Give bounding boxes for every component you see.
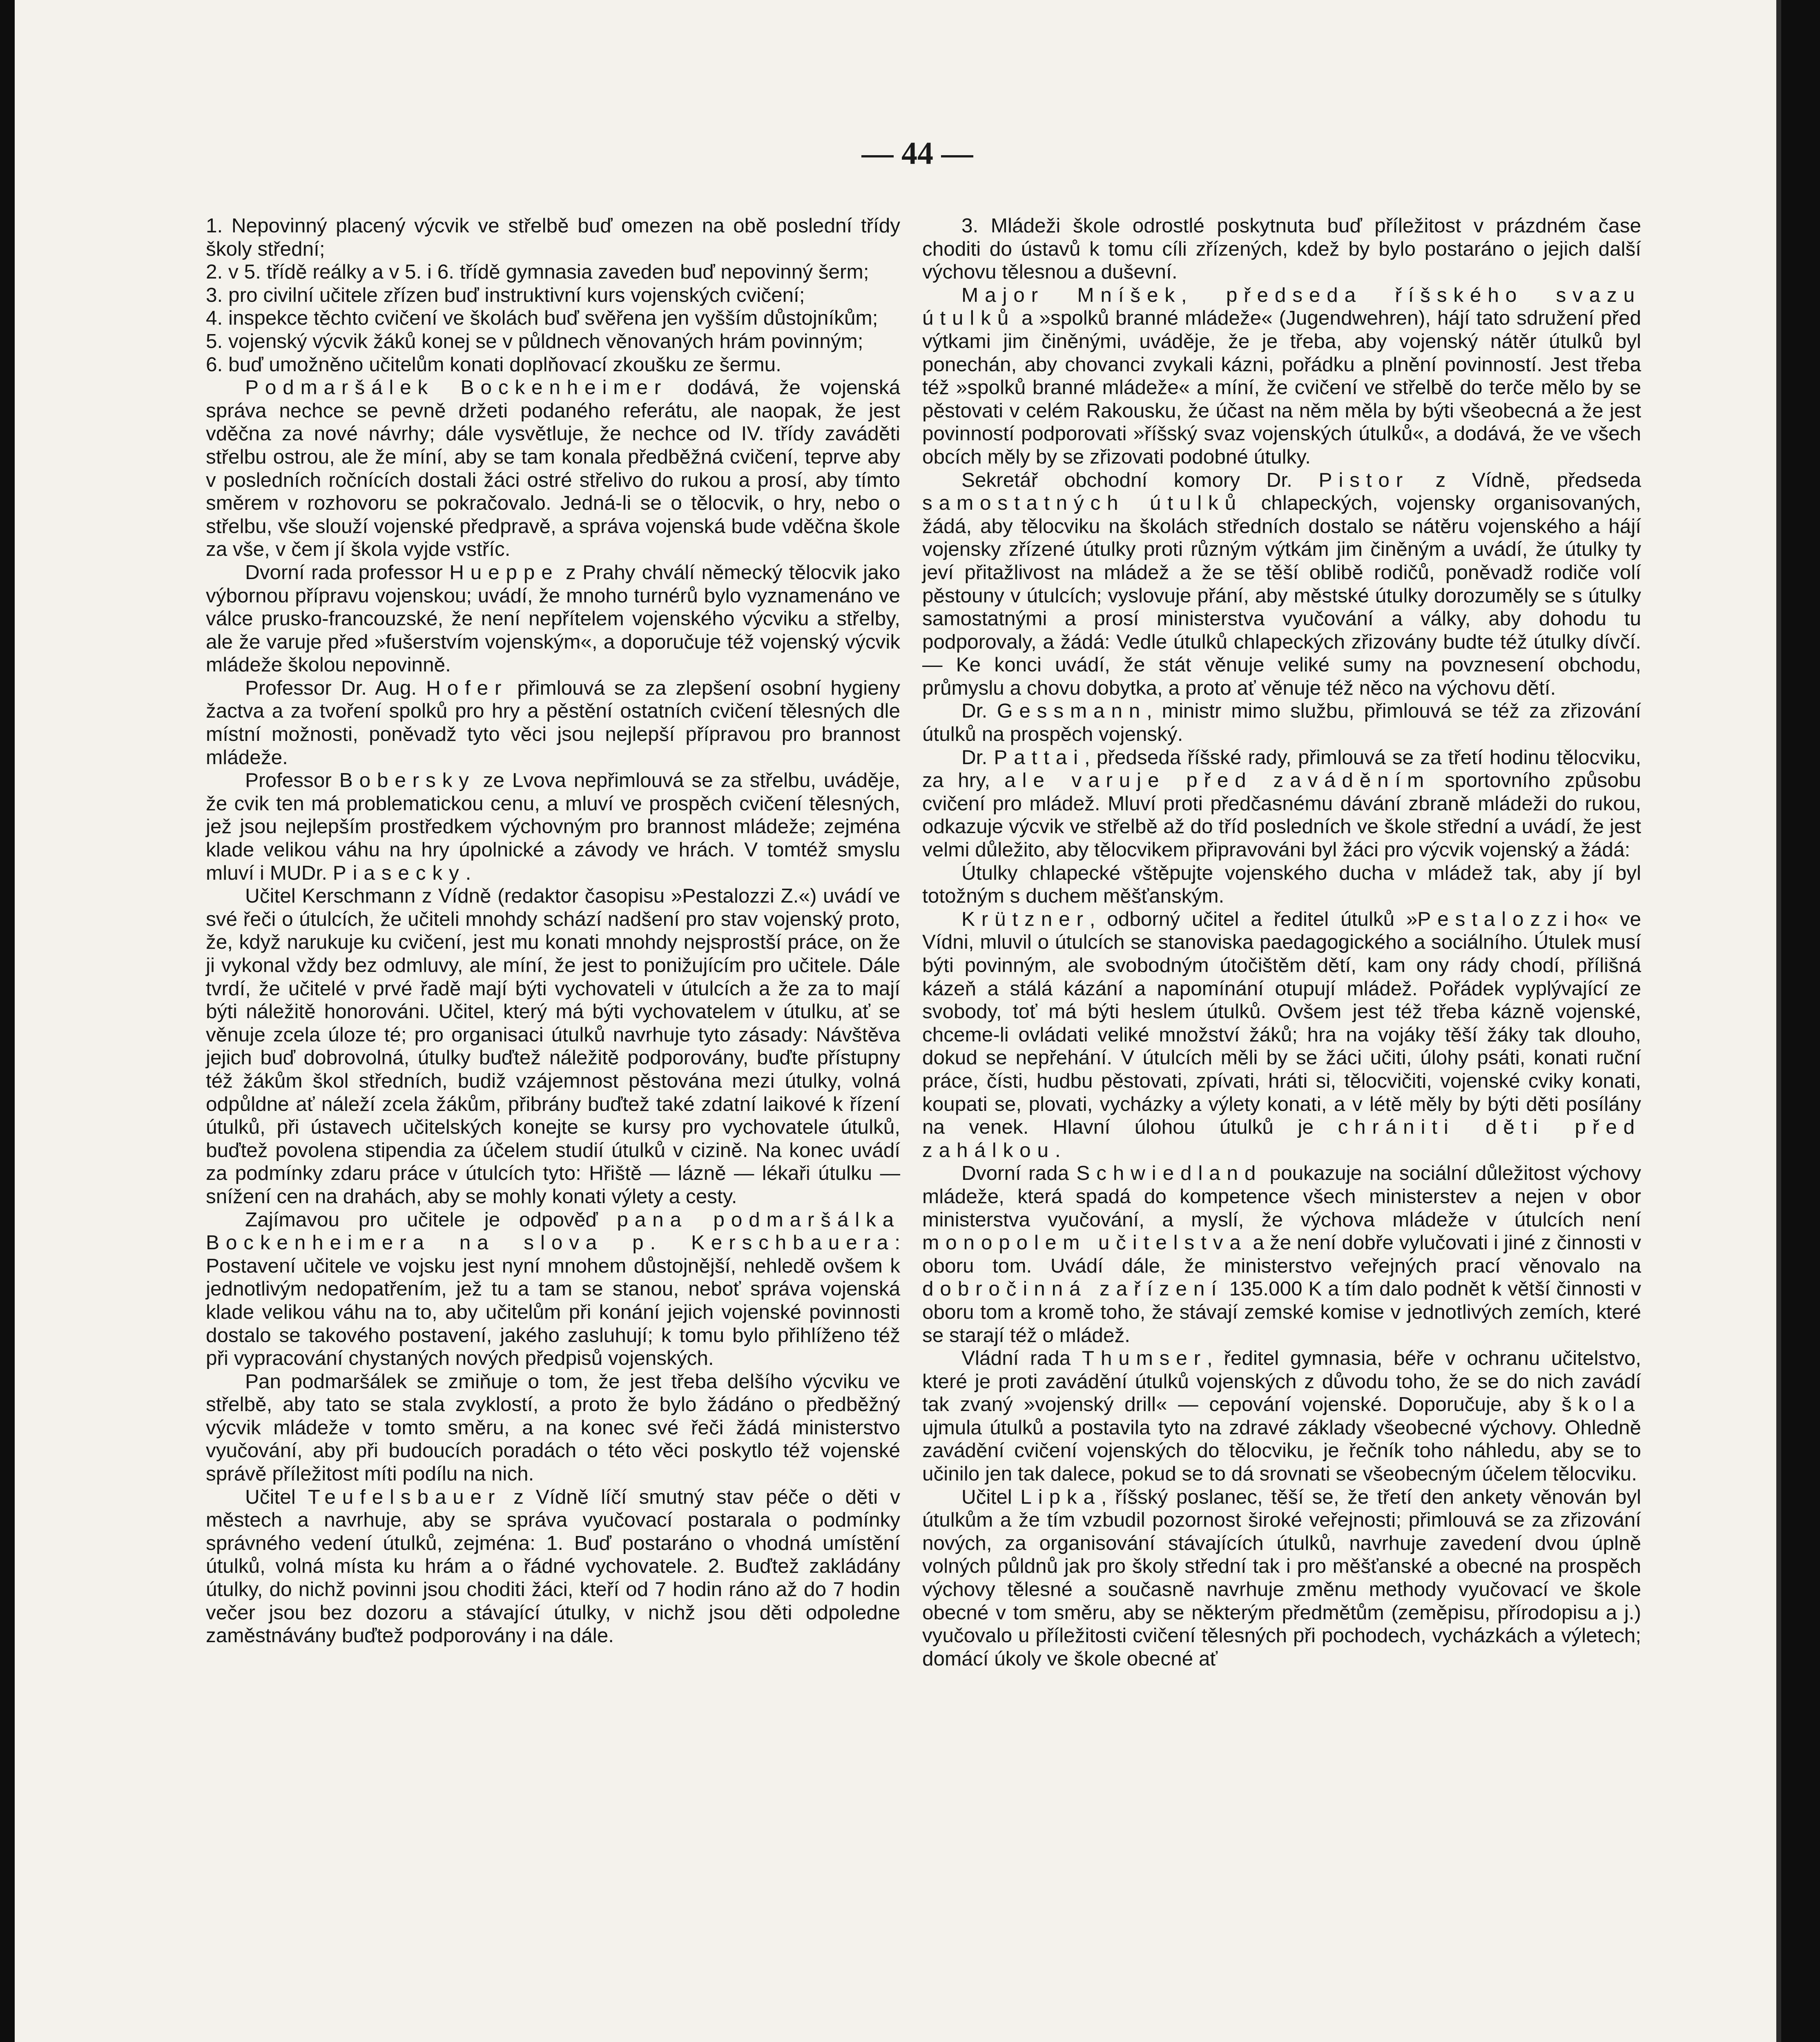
paragraph: Dvorní rada Schwiedland poukazuje na sociální důležitost výchovy mládeže, která spadá do kompetence všech ministerstev a nejen v obor ministerstva vyučování, a myslí, že výchova mládeže v útulcích není monopolem učitelstva a že není dobře vylučovati i jiné z činnosti v oboru tom. Uvádí dále, že ministerstvo veřejných prací věnovalo na dobročinná zařízení 135.000 K a tím dalo podnět k větší činnosti v oboru tom a kromě toho, že stávají zemské komise v jednotlivých zemích, které se starají též o mládež.: [922, 1162, 1642, 1346]
paragraph: Major Mníšek, předseda říšského svazu útulků a »spolků branné mládeže« (Jugendwehren), hájí tato sdružení před výtkami jim činěnými, uváděje, že je třeba, aby vojenský nátěr útulků byl ponechán, aby chovanci zvykali kázni, pořádku a plnění povinností. Jest třeba též »spolků branné mládeže« a míní, že cvičení ve střelbě do terče mělo by se pěstovati v celém Rakousku, že účast na něm měla by býti všeobecná a že jest povinností podporovati »říšský svaz vojenských útulků«, a dodává, že ve všech obcích měly by se zřizovati podobné útulky.: [922, 283, 1641, 468]
paragraph: 2. v 5. třídě reálky a v 5. i 6. třídě gymnasia zaveden buď nepovinný šerm;: [206, 261, 869, 283]
paragraph: 1. Nepovinný placený výcvik ve střelbě buď omezen na obě poslední třídy školy střední;: [206, 214, 900, 260]
paragraph: Sekretář obchodní komory Dr. Pistor z Vídně, předseda samostatných útulků chlapeckých, vojensky organisovaných, žádá, aby tělocviku na školách středních dostalo se nátěru vojenského a hájí vojensky zřízené útulky proti různým výtkám jim činěným a uvádí, že útulky ty jeví přitažlivost na mládež a že se těší oblibě rodičů, poněvadž rodiče volí pěstouny v útulcích; vyslovuje přání, aby městské útulky dorozuměly se s útulky samostatnými a prosí ministerstva vyučování a války, aby dohodu tu podporovaly, a žádá: Vedle útulků chlapeckých zřizovány budte též útulky dívčí. — Ke konci uvádí, že stát věnuje veliké sumy na povznesení obchodu, průmyslu a chovu dobytka, a proto ať věnuje též něco na výchovu dětí.: [922, 468, 1642, 699]
paragraph: Dr. Pattai, předseda říšské rady, přimlouvá se za třetí hodinu tělocviku, za hry, ale varuje před zaváděním sportovního způsobu cvičení pro mládež. Mluví proti předčasnému dávání zbraně mládeži do rukou, odkazuje výcvik ve střelbě až do tříd posledních ve škole střední a uvádí, že jest velmi důležito, aby tělocvikem připravováni byl žáci pro výcvik vojenský a žádá:: [922, 746, 1641, 861]
paragraph: Professor Dr. Aug. Hofer přimlouvá se za zlepšení osobní hygieny žactva a za tvoření spolků pro hry a pěstění ostatních cvičení tělesných dle místní možnosti, poněvadž tyto věci jsou nejlepší přípravou pro brannost mládeže.: [206, 676, 900, 769]
paragraph: 4. inspekce těchto cvičení ve školách buď svěřena jen vyšším důstojníkům;: [206, 307, 878, 330]
right-column: [922, 214, 1641, 1670]
paragraph: Učitel Lipka, říšský poslanec, těší se, že třetí den ankety věnován byl útulkům a že tím vzbudil pozornost široké veřejnosti; přimlouvá se za zřizování nových, za organisování stávajících útulků, navrhuje zavedení dvou úplně volných půldnů jak pro školy střední tak i pro měšťanské a obecné na prospěch výchovy tělesné a současně navrhuje změnu methody vyučovací ve škole obecné v tom směru, aby se některým předmětům (zeměpisu, přírodopisu a j.) vyučovalo u příležitosti cvičení tělesných při pochodech, vycházkách a výletech; domácí úkoly ve škole obecné ať: [922, 1485, 1641, 1670]
left-column: [206, 214, 900, 1647]
scan-edge: [1776, 0, 1781, 2042]
paragraph: Útulky chlapecké vštěpujte vojenského ducha v mládež tak, aby jí byl totožným s duchem měšťanským.: [922, 861, 1641, 907]
paragraph: 6. buď umožněno učitelům konati doplňovací zkoušku ze šermu.: [206, 353, 781, 376]
page: [15, 0, 1781, 2042]
paragraph: Pan podmaršálek se zmiňuje o tom, že jest třeba delšího výcviku ve střelbě, aby tato se stala zvyklostí, a proto že bylo žádáno o předběžný výcvik mládeže v tomto směru, a na konec své řeči žádá ministerstvo vyučování, aby při budoucích poradách o této věci poskytlo též vojenské správě příležitost míti podílu na nich.: [206, 1370, 900, 1485]
paragraph: 3. Mládeži škole odrostlé poskytnuta buď příležitost v prázdném čase choditi do ústavů k tomu cíli zřízených, kdež by bylo postaráno o jejich další výchovu tělesnou a duševní.: [922, 214, 1641, 283]
paragraph: Učitel Teufelsbauer z Vídně líčí smutný stav péče o děti v městech a navrhuje, aby se správa vyučovací postarala o podmínky správného vedení útulků, zejména: 1. Buď postaráno o vhodná umístění útulků, volná místa ku hrám a o řádné vychovatele. 2. Buďtež zakládány útulky, do nichž povinni jsou choditi žáci, kteří od 7 hodin ráno až do 7 hodin večer jsou bez dozoru a stávající útulky, v nichž jsou děti odpoledne zaměstnávány buďtež podporovány i na dále.: [206, 1485, 900, 1647]
paragraph: Zajímavou pro učitele je odpověď pana podmaršálka Bockenheimera na slova p. Kerschbauera: Postavení učitele ve vojsku jest nyní mnohem důstojnější, nehledě ovšem k jednotlivým nedopatřením, jež tu a tam se stanou, neboť správa vojenská klade velikou váhu na to, aby učitelům při konání jejich vojenské povinnosti dostalo se takového postavení, jakého zasluhují; k tomu bylo přihlíženo též při vypracování chystaných nových předpisů vojenských.: [206, 1208, 901, 1370]
paragraph: Podmaršálek Bockenheimer dodává, že vojenská správa nechce se pevně držeti podaného referátu, ale naopak, že jest vděčna za nové návrhy; dále vysvětluje, že nechce od IV. třídy zaváděti střelbu ostrou, ale že míní, aby se tam konala předběžná cvičení, teprve aby v posledních ročnících dostali žáci ostré střelivo do rukou a prosí, aby tímto směrem v rozhovoru se pokračovalo. Jedná-li se o tělocvik, o hry, nebo o střelbu, vše slouží vojenské předpravě, a správa vojenská bude vděčna škole za vše, v čem jí škola vyjde vstříc.: [206, 376, 900, 561]
paragraph: Vládní rada Thumser, ředitel gymnasia, béře v ochranu učitelstvo, které je proti zavádění útulků vojenských z důvodu toho, že se do nich zavádí tak zvaný »vojenský drill« — cepování vojenské. Doporučuje, aby škola ujmula útulků a postavila tyto na zdravé základy všeobecné výchovy. Ohledně zavádění cvičení vojenských do tělocviku, je řečník toho náhledu, aby se to učinilo jen tak dalece, pokud se to dá srovnati se všeobecným účelem tělocviku.: [922, 1347, 1641, 1485]
paragraph: Krützner, odborný učitel a ředitel útulků »Pestalozziho« ve Vídni, mluvil o útulcích se stanoviska paedagogického a sociálního. Útulek musí býti povinným, ale svobodným útočištěm dětí, kam ony rády chodí, přílišná kázeň a stálá kázání a napomínání otupují mládež. Pořádek vyplývající ze svobody, toť má býti heslem útulků. Ovšem jest též třeba kázně vojenské, chceme-li ovládati veliké množství žáků; hra na vojáky těší žáky tak dlouho, dokud se nepřehání. V útulcích měli by se žáci učiti, úlohy psáti, konati ruční práce, čísti, hudbu pěstovati, zpívati, hráti si, tělocvičiti, vojenské cviky konati, koupati se, plovati, vycházky a výlety konati, a v létě měly by býti děti posílány na venek. Hlavní úlohou útulků je chrániti děti před zahálkou.: [922, 907, 1641, 1161]
paragraph: Učitel Kerschmann z Vídně (redaktor časopisu »Pestalozzi Z.«) uvádí ve své řeči o útulcích, že učiteli mnohdy schází nadšení pro stav vojenský proto, že, když narukuje ku cvičení, jest mu konati mnohdy nejsprostší práce, on že ji vykonal vždy bez odmluvy, ale míní, že jest to ponižujícím pro učitele. Dále tvrdí, že učitelé v prvé řadě mají býti vychovateli v útulcích a že za to mají býti náležitě honorováni. Učitel, který má býti vychovatelem v útulku, ať se věnuje zcela úloze té; pro organisaci útulků navrhuje tyto zásady: Návštěva jejich buď dobrovolná, útulky buďtež náležitě podporovány, buďte přístupny též žákům škol středních, budiž vzájemnost pěstována mezi útulky, volná odpůldne ať náleží zcela žákům, přibrány buďtež také zdatní laikové k řízení útulků, při ústavech učitelských konejte se kursy pro vychovatele útulků, buďtež povolena stipendia za účelem studií útulků v cizině. Na konec uvádí za podmínky zdaru práce v útulcích tyto: Hřiště — lázně — lékaři útulku — snížení cen na drahách, aby se mohly konati výlety a cesty.: [206, 885, 900, 1208]
page-number: — 44 —: [861, 135, 973, 171]
paragraph: 5. vojenský výcvik žáků konej se v půldnech věnovaných hrám povinným;: [206, 330, 863, 352]
paragraph: Professor Bobersky ze Lvova nepřimlouvá se za střelbu, uváděje, že cvik ten má problematickou cenu, a mluví ve prospěch cvičení tělesných, jež jsou nejlepším prostředkem výchovným pro brannost mládeže; zejména klade velikou váhu na hry úpolnické a závody ve hrách. V tomtéž smyslu mluví i MUDr. Piasecky.: [206, 769, 901, 884]
paragraph: Dr. Gessmann, ministr mimo službu, přimlouvá se též za zřizování útulků na prospěch vojenský.: [922, 700, 1641, 746]
paragraph: Dvorní rada professor Hueppe z Prahy chválí německý tělocvik jako výbornou přípravu vojenskou; uvádí, že mnoho turnérů bylo vyznamenáno ve válce prusko-francouzské, že není nepřítelem vojenského výcviku a střelby, ale že varuje před »fušerstvím vojenským«, a doporučuje též vojenský výcvik mládeže školou nepovinně.: [206, 561, 900, 676]
paragraph: 3. pro civilní učitele zřízen buď instruktivní kurs vojenských cvičení;: [206, 283, 805, 306]
